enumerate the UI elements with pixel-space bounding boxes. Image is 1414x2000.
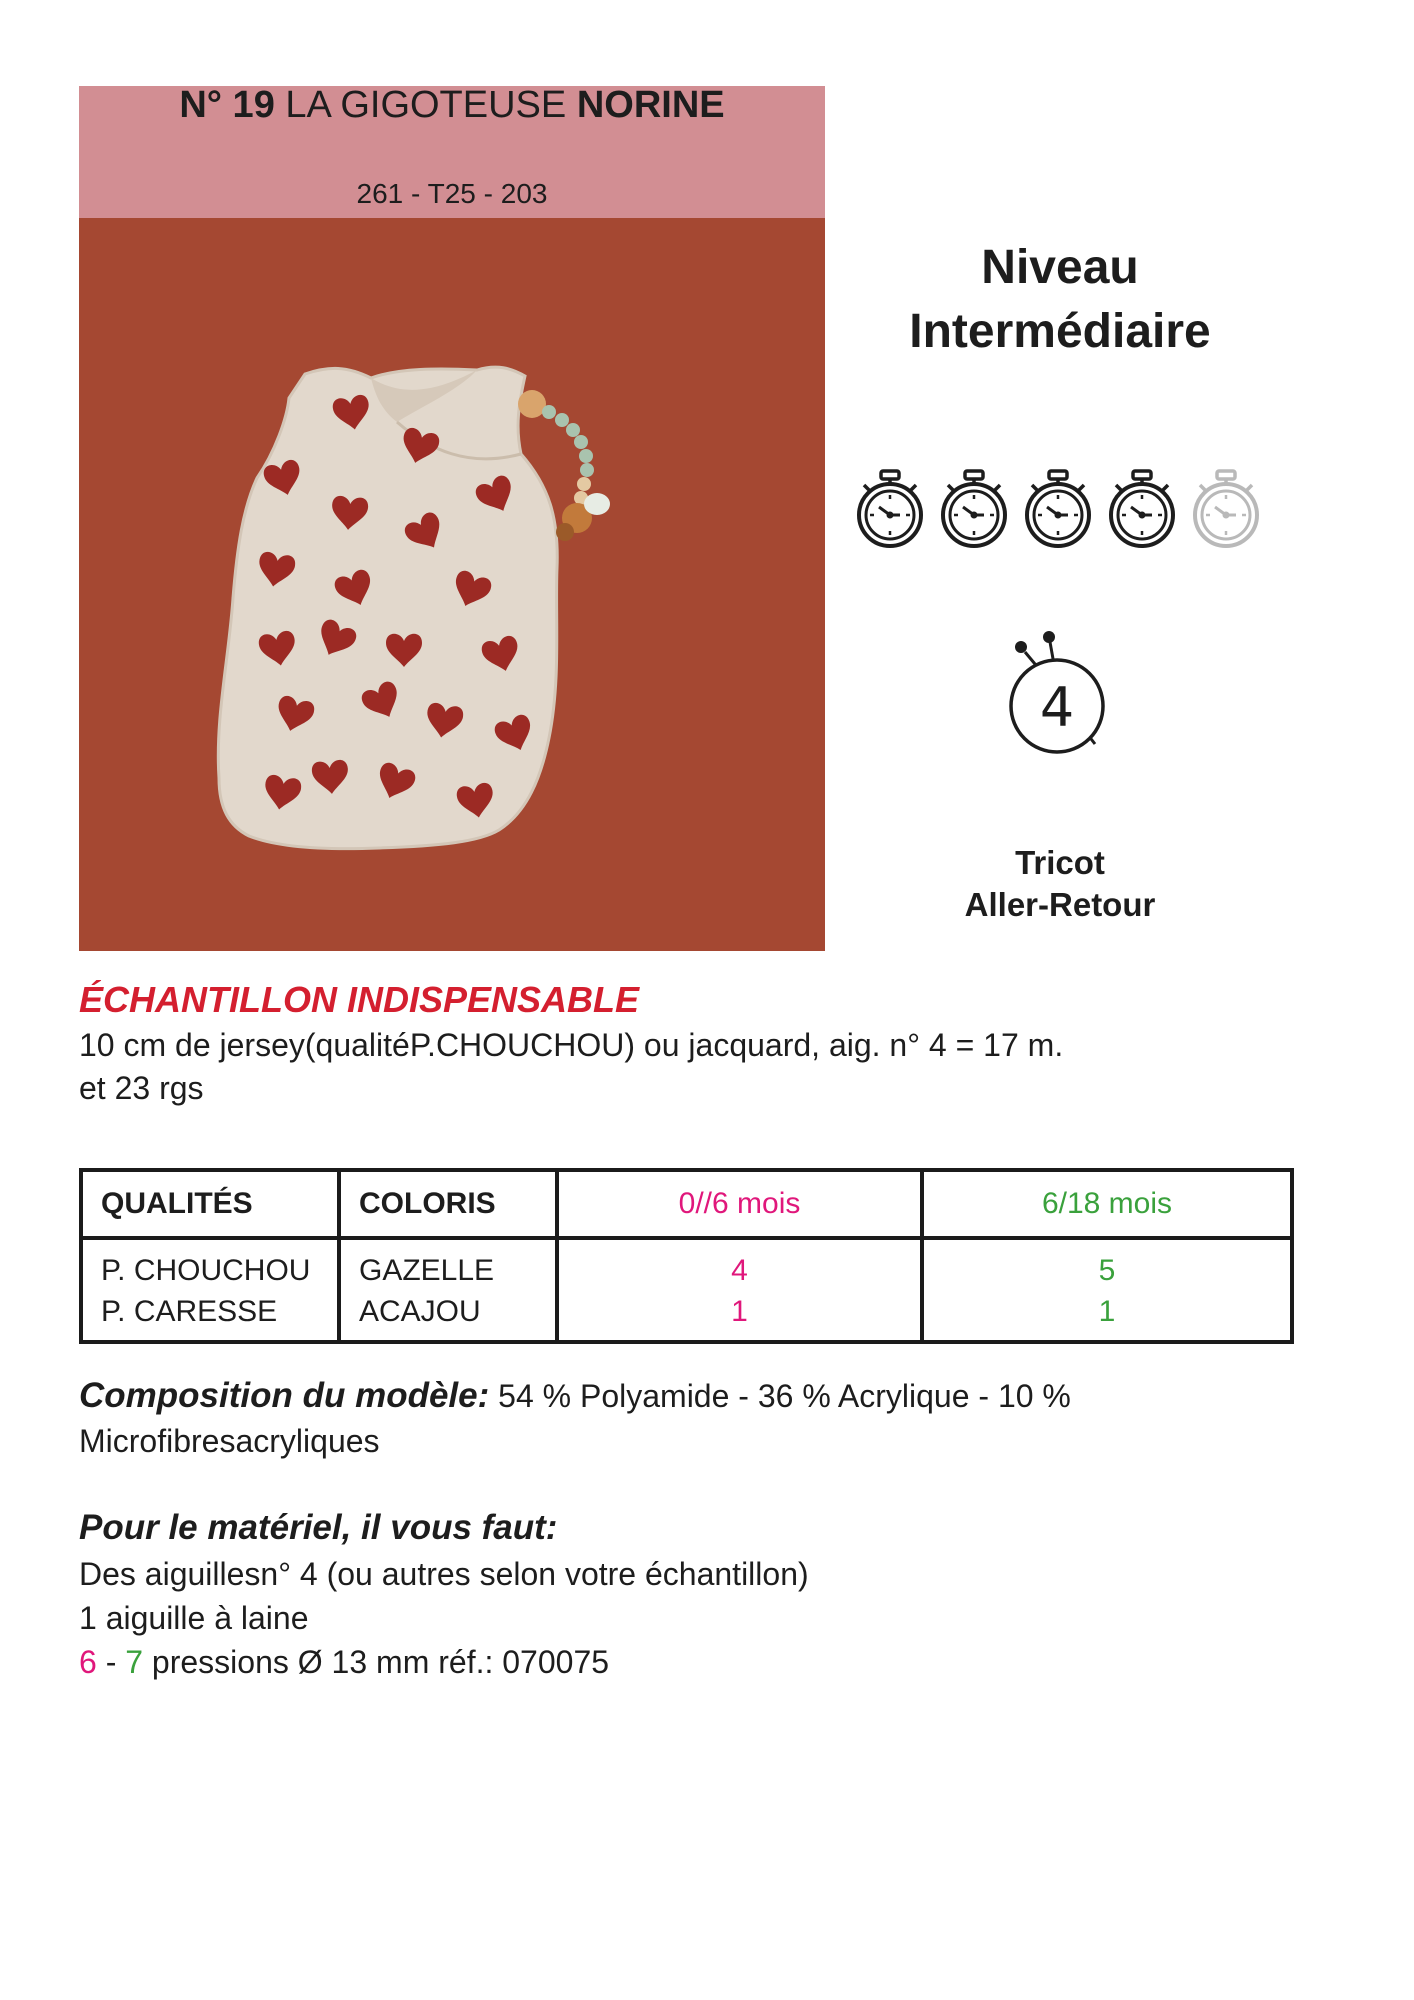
yarn-table: [79, 1168, 1294, 1344]
qty-size-1: 4: [557, 1238, 922, 1291]
needle-size: 4: [1039, 676, 1075, 739]
materials-line-snaps: [79, 1640, 1259, 1684]
gauge-description: [79, 1024, 1259, 1110]
header-size-2: 6/18 mois: [922, 1170, 1292, 1238]
snaps-size-2: 7: [125, 1644, 144, 1680]
stopwatch-icon: [943, 471, 1005, 546]
composition-label: Composition du modèle:: [79, 1376, 490, 1415]
header-coloris: COLORIS: [339, 1170, 557, 1238]
pattern-number: N° 19: [179, 84, 275, 126]
stopwatch-icon: [1195, 471, 1257, 546]
qty-size-1: 1: [557, 1291, 922, 1342]
yarn-quality: P. CARESSE: [81, 1291, 339, 1342]
stopwatch-icon: [1027, 471, 1089, 546]
composition-text: 54 % Polyamide - 36 % Acrylique - 10 % Microfibresacryliques: [79, 1378, 1071, 1459]
knitting-technique: [850, 842, 1270, 926]
pattern-name: NORINE: [576, 84, 725, 126]
stopwatch-icon: [1111, 471, 1173, 546]
level-line-1: Niveau: [981, 241, 1139, 294]
gigoteuse-illustration: [79, 218, 825, 951]
materials-line-wool-needle: 1 aiguille à laine: [79, 1600, 309, 1636]
level-line-2: Intermédiaire: [909, 305, 1211, 358]
yarn-color: ACAJOU: [339, 1291, 557, 1342]
gauge-line-1: 10 cm de jersey(qualitéP.CHOUCHOU) ou jacquard, aig. n° 4 = 17 m.: [79, 1027, 1064, 1063]
needle-size-badge: [995, 630, 1119, 758]
time-rating: [852, 460, 1272, 560]
yarn-quality: P. CHOUCHOU: [81, 1238, 339, 1291]
materials-line-needles: Des aiguillesn° 4 (ou autres selon votre échantillon): [79, 1556, 809, 1592]
difficulty-level: [850, 236, 1270, 364]
page-title: [79, 86, 825, 124]
snaps-description: pressions Ø 13 mm réf.: 070075: [143, 1644, 610, 1680]
gauge-line-2: et 23 rgs: [79, 1070, 204, 1106]
knitting-needles-icon: [995, 630, 1119, 758]
technique-line-2: Aller-Retour: [964, 886, 1156, 923]
table-row: [81, 1238, 1292, 1291]
stopwatch-icon: [859, 471, 921, 546]
title-prefix: LA GIGOTEUSE: [285, 84, 567, 126]
snaps-size-1: 6: [79, 1644, 97, 1680]
snaps-separator: -: [96, 1644, 126, 1680]
technique-line-1: Tricot: [1015, 844, 1105, 881]
table-row: [81, 1291, 1292, 1342]
product-photo: [79, 218, 825, 951]
materials-heading: Pour le matériel, il vous faut:: [79, 1508, 558, 1547]
qty-size-2: 5: [922, 1238, 1292, 1291]
header-size-1: 0//6 mois: [557, 1170, 922, 1238]
stopwatch-icons: [852, 460, 1272, 560]
table-header-row: [81, 1170, 1292, 1238]
yarn-color: GAZELLE: [339, 1238, 557, 1291]
gauge-heading: ÉCHANTILLON INDISPENSABLE: [79, 979, 640, 1020]
materials-list: [79, 1552, 1259, 1684]
header-qualites: QUALITÉS: [81, 1170, 339, 1238]
reference-codes: 261 - T25 - 203: [356, 178, 548, 209]
composition: [79, 1373, 1259, 1464]
qty-size-2: 1: [922, 1291, 1292, 1342]
